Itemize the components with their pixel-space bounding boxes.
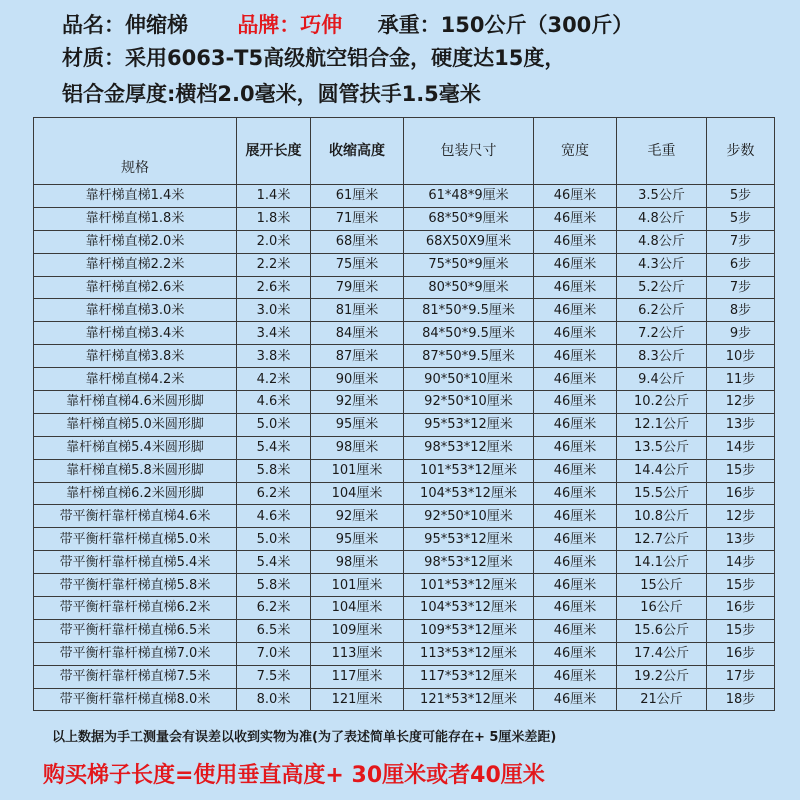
cell-spec: 靠杆梯直梯1.8米 [34,207,237,230]
cell-spec: 靠杆梯直梯4.2米 [34,368,237,391]
cell-ext-length: 5.8米 [237,459,311,482]
cell-ext-length: 5.4米 [237,436,311,459]
cell-package-size: 75*50*9厘米 [404,253,534,276]
cell-ext-length: 3.8米 [237,345,311,368]
cell-width: 46厘米 [534,482,617,505]
cell-retracted-height: 68厘米 [311,230,404,253]
cell-ext-length: 7.5米 [237,665,311,688]
purchase-tip: 购买梯子长度=使用垂直高度+ 30厘米或者40厘米 [43,763,545,788]
cell-width: 46厘米 [534,185,617,208]
cell-ext-length: 6.2米 [237,597,311,620]
cell-package-size: 98*53*12厘米 [404,551,534,574]
cell-gross-weight: 4.8公斤 [617,207,707,230]
cell-retracted-height: 113厘米 [311,642,404,665]
cell-retracted-height: 87厘米 [311,345,404,368]
table-row [34,230,775,253]
product-name: 品名：伸缩梯 [62,13,188,37]
cell-spec: 带平衡杆靠杆梯直梯5.0米 [34,528,237,551]
table-row [34,619,775,642]
cell-spec: 靠杆梯直梯6.2米圆形脚 [34,482,237,505]
cell-spec: 靠杆梯直梯2.0米 [34,230,237,253]
spec-table [33,117,775,711]
cell-gross-weight: 16公斤 [617,597,707,620]
cell-retracted-height: 92厘米 [311,505,404,528]
cell-steps: 14步 [707,436,775,459]
cell-retracted-height: 75厘米 [311,253,404,276]
cell-ext-length: 5.0米 [237,413,311,436]
table-body [34,185,775,711]
cell-spec: 靠杆梯直梯5.8米圆形脚 [34,459,237,482]
cell-steps: 6步 [707,253,775,276]
cell-retracted-height: 101厘米 [311,574,404,597]
cell-steps: 10步 [707,345,775,368]
cell-spec: 靠杆梯直梯3.8米 [34,345,237,368]
cell-steps: 14步 [707,551,775,574]
cell-steps: 12步 [707,505,775,528]
cell-gross-weight: 14.1公斤 [617,551,707,574]
cell-package-size: 90*50*10厘米 [404,368,534,391]
cell-spec: 带平衡杆靠杆梯直梯7.5米 [34,665,237,688]
cell-gross-weight: 8.3公斤 [617,345,707,368]
cell-gross-weight: 12.1公斤 [617,413,707,436]
cell-package-size: 87*50*9.5厘米 [404,345,534,368]
cell-spec: 靠杆梯直梯3.4米 [34,322,237,345]
cell-package-size: 68*50*9厘米 [404,207,534,230]
header-spec: 规格 [34,118,237,185]
cell-retracted-height: 81厘米 [311,299,404,322]
cell-width: 46厘米 [534,551,617,574]
cell-gross-weight: 19.2公斤 [617,665,707,688]
table-row [34,528,775,551]
cell-spec: 靠杆梯直梯3.0米 [34,299,237,322]
cell-ext-length: 6.5米 [237,619,311,642]
cell-package-size: 101*53*12厘米 [404,574,534,597]
cell-ext-length: 5.8米 [237,574,311,597]
cell-package-size: 98*53*12厘米 [404,436,534,459]
cell-steps: 16步 [707,482,775,505]
cell-gross-weight: 6.2公斤 [617,299,707,322]
cell-steps: 16步 [707,642,775,665]
cell-spec: 靠杆梯直梯1.4米 [34,185,237,208]
cell-width: 46厘米 [534,391,617,414]
cell-package-size: 81*50*9.5厘米 [404,299,534,322]
cell-retracted-height: 90厘米 [311,368,404,391]
brand-name: 品牌：巧伸 [237,13,343,37]
cell-ext-length: 7.0米 [237,642,311,665]
table-row [34,505,775,528]
table-row [34,551,775,574]
cell-gross-weight: 5.2公斤 [617,276,707,299]
cell-gross-weight: 4.8公斤 [617,230,707,253]
cell-spec: 带平衡杆靠杆梯直梯4.6米 [34,505,237,528]
header-ext-length: 展开长度 [237,118,311,185]
cell-steps: 9步 [707,322,775,345]
cell-gross-weight: 14.4公斤 [617,459,707,482]
cell-retracted-height: 101厘米 [311,459,404,482]
cell-spec: 带平衡杆靠杆梯直梯5.4米 [34,551,237,574]
table-row [34,665,775,688]
cell-spec: 带平衡杆靠杆梯直梯5.8米 [34,574,237,597]
cell-width: 46厘米 [534,230,617,253]
cell-spec: 带平衡杆靠杆梯直梯6.2米 [34,597,237,620]
header-gross-weight: 毛重 [617,118,707,185]
cell-retracted-height: 109厘米 [311,619,404,642]
cell-ext-length: 8.0米 [237,688,311,711]
cell-width: 46厘米 [534,253,617,276]
cell-retracted-height: 79厘米 [311,276,404,299]
cell-steps: 8步 [707,299,775,322]
cell-width: 46厘米 [534,368,617,391]
cell-package-size: 61*48*9厘米 [404,185,534,208]
table-row [34,597,775,620]
cell-spec: 靠杆梯直梯5.4米圆形脚 [34,436,237,459]
material-line: 材质：采用6063-T5高级航空铝合金，硬度达15度， [62,46,566,70]
cell-steps: 5步 [707,207,775,230]
cell-retracted-height: 95厘米 [311,528,404,551]
cell-package-size: 95*53*12厘米 [404,413,534,436]
cell-gross-weight: 21公斤 [617,688,707,711]
cell-spec: 带平衡杆靠杆梯直梯8.0米 [34,688,237,711]
cell-package-size: 68X50X9厘米 [404,230,534,253]
cell-width: 46厘米 [534,299,617,322]
cell-ext-length: 4.6米 [237,505,311,528]
cell-steps: 15步 [707,574,775,597]
cell-retracted-height: 104厘米 [311,597,404,620]
cell-retracted-height: 121厘米 [311,688,404,711]
cell-ext-length: 2.0米 [237,230,311,253]
cell-ext-length: 3.0米 [237,299,311,322]
table-row [34,207,775,230]
table-row [34,391,775,414]
table-row [34,322,775,345]
cell-width: 46厘米 [534,688,617,711]
table-row [34,253,775,276]
cell-package-size: 117*53*12厘米 [404,665,534,688]
cell-width: 46厘米 [534,528,617,551]
cell-steps: 7步 [707,230,775,253]
table-row [34,185,775,208]
table-row [34,299,775,322]
table-header-row [34,118,775,185]
cell-gross-weight: 15.5公斤 [617,482,707,505]
cell-ext-length: 2.6米 [237,276,311,299]
cell-retracted-height: 84厘米 [311,322,404,345]
cell-package-size: 95*53*12厘米 [404,528,534,551]
header-retracted-height: 收缩高度 [311,118,404,185]
header-width: 宽度 [534,118,617,185]
table-row [34,368,775,391]
cell-steps: 13步 [707,528,775,551]
header-package-size: 包装尺寸 [404,118,534,185]
cell-gross-weight: 3.5公斤 [617,185,707,208]
cell-spec: 带平衡杆靠杆梯直梯6.5米 [34,619,237,642]
cell-steps: 7步 [707,276,775,299]
cell-retracted-height: 61厘米 [311,185,404,208]
cell-spec: 带平衡杆靠杆梯直梯7.0米 [34,642,237,665]
cell-package-size: 80*50*9厘米 [404,276,534,299]
header-steps: 步数 [707,118,775,185]
cell-steps: 15步 [707,619,775,642]
cell-width: 46厘米 [534,459,617,482]
header-line-1 [62,9,633,39]
cell-gross-weight: 4.3公斤 [617,253,707,276]
cell-retracted-height: 98厘米 [311,436,404,459]
cell-width: 46厘米 [534,665,617,688]
cell-ext-length: 5.0米 [237,528,311,551]
cell-width: 46厘米 [534,345,617,368]
cell-ext-length: 1.8米 [237,207,311,230]
cell-width: 46厘米 [534,436,617,459]
cell-gross-weight: 13.5公斤 [617,436,707,459]
table-row [34,459,775,482]
cell-ext-length: 2.2米 [237,253,311,276]
cell-width: 46厘米 [534,276,617,299]
cell-width: 46厘米 [534,505,617,528]
cell-retracted-height: 92厘米 [311,391,404,414]
cell-steps: 18步 [707,688,775,711]
cell-package-size: 109*53*12厘米 [404,619,534,642]
cell-width: 46厘米 [534,597,617,620]
measurement-note: 以上数据为手工测量会有误差以收到实物为准(为了表述简单长度可能存在+ 5厘米差距) [52,730,557,745]
cell-package-size: 113*53*12厘米 [404,642,534,665]
cell-steps: 12步 [707,391,775,414]
cell-spec: 靠杆梯直梯5.0米圆形脚 [34,413,237,436]
cell-ext-length: 3.4米 [237,322,311,345]
cell-retracted-height: 98厘米 [311,551,404,574]
cell-ext-length: 6.2米 [237,482,311,505]
cell-steps: 11步 [707,368,775,391]
cell-gross-weight: 7.2公斤 [617,322,707,345]
table-row [34,642,775,665]
cell-steps: 5步 [707,185,775,208]
cell-ext-length: 4.2米 [237,368,311,391]
cell-package-size: 101*53*12厘米 [404,459,534,482]
cell-retracted-height: 71厘米 [311,207,404,230]
table-row [34,345,775,368]
table-row [34,482,775,505]
cell-package-size: 92*50*10厘米 [404,505,534,528]
cell-width: 46厘米 [534,642,617,665]
cell-width: 46厘米 [534,413,617,436]
cell-width: 46厘米 [534,207,617,230]
cell-width: 46厘米 [534,619,617,642]
table-row [34,574,775,597]
cell-steps: 16步 [707,597,775,620]
cell-steps: 17步 [707,665,775,688]
cell-ext-length: 1.4米 [237,185,311,208]
cell-package-size: 121*53*12厘米 [404,688,534,711]
load-capacity: 承重：150公斤（300斤） [377,13,634,37]
cell-spec: 靠杆梯直梯4.6米圆形脚 [34,391,237,414]
cell-gross-weight: 10.2公斤 [617,391,707,414]
table-row [34,276,775,299]
cell-retracted-height: 117厘米 [311,665,404,688]
cell-gross-weight: 9.4公斤 [617,368,707,391]
cell-package-size: 104*53*12厘米 [404,597,534,620]
cell-gross-weight: 12.7公斤 [617,528,707,551]
cell-steps: 15步 [707,459,775,482]
cell-spec: 靠杆梯直梯2.2米 [34,253,237,276]
table-row [34,413,775,436]
cell-gross-weight: 15.6公斤 [617,619,707,642]
cell-width: 46厘米 [534,322,617,345]
table-row [34,436,775,459]
cell-spec: 靠杆梯直梯2.6米 [34,276,237,299]
cell-gross-weight: 10.8公斤 [617,505,707,528]
cell-ext-length: 5.4米 [237,551,311,574]
cell-retracted-height: 95厘米 [311,413,404,436]
cell-package-size: 92*50*10厘米 [404,391,534,414]
cell-width: 46厘米 [534,574,617,597]
cell-gross-weight: 17.4公斤 [617,642,707,665]
cell-ext-length: 4.6米 [237,391,311,414]
thickness-line: 铝合金厚度:横档2.0毫米，圆管扶手1.5毫米 [62,82,481,106]
cell-steps: 13步 [707,413,775,436]
table-row [34,688,775,711]
cell-retracted-height: 104厘米 [311,482,404,505]
cell-gross-weight: 15公斤 [617,574,707,597]
cell-package-size: 104*53*12厘米 [404,482,534,505]
cell-package-size: 84*50*9.5厘米 [404,322,534,345]
